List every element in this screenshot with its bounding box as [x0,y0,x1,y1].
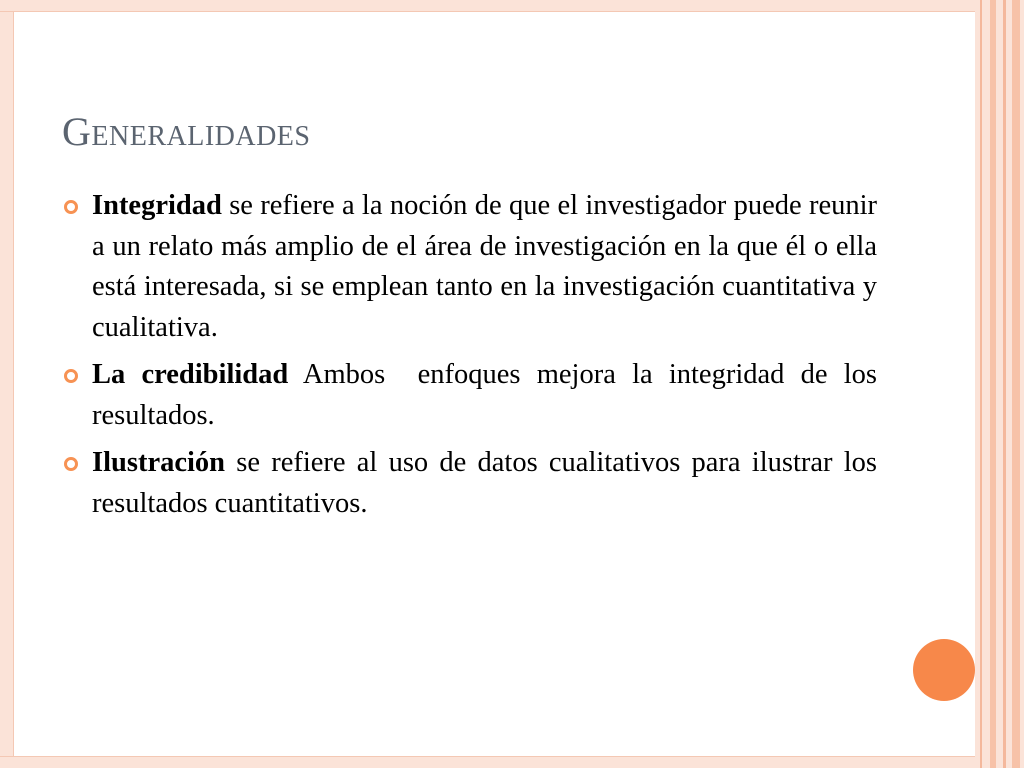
right-stripe [1012,0,1020,768]
right-stripe [1003,0,1006,768]
list-item [62,355,885,436]
bullet-text: se refiere a la noción de que el investigador puede reunir a un relato más amplio de el área de investigación en la que él o ella está interesada, si se emplean tanto en la investigación cuantitativa y cualitativa. [92,190,877,343]
circle-bullet-icon [64,369,78,383]
circle-bullet-icon [64,200,78,214]
circle-bullet-icon [64,457,78,471]
slide-title: Generalidades [62,109,311,154]
bullet-text: Ambos enfoques mejora la integridad de los resultados. [92,359,885,431]
bullet-term: Ilustración [92,447,226,478]
decorative-circle [913,639,975,701]
bullet-term: La credibilidad [92,359,289,390]
frame-bottom-border [0,756,1024,768]
list-item [62,443,877,524]
right-stripe [990,0,996,768]
list-item [62,186,877,348]
frame-left-border [0,0,14,768]
bullet-text: se refiere al uso de datos cualitativos para ilustrar los resultados cuantitativos. [92,447,877,519]
frame-top-border [0,0,1024,12]
bullet-list [62,186,885,531]
bullet-term: Integridad [92,190,222,221]
right-stripe [980,0,982,768]
